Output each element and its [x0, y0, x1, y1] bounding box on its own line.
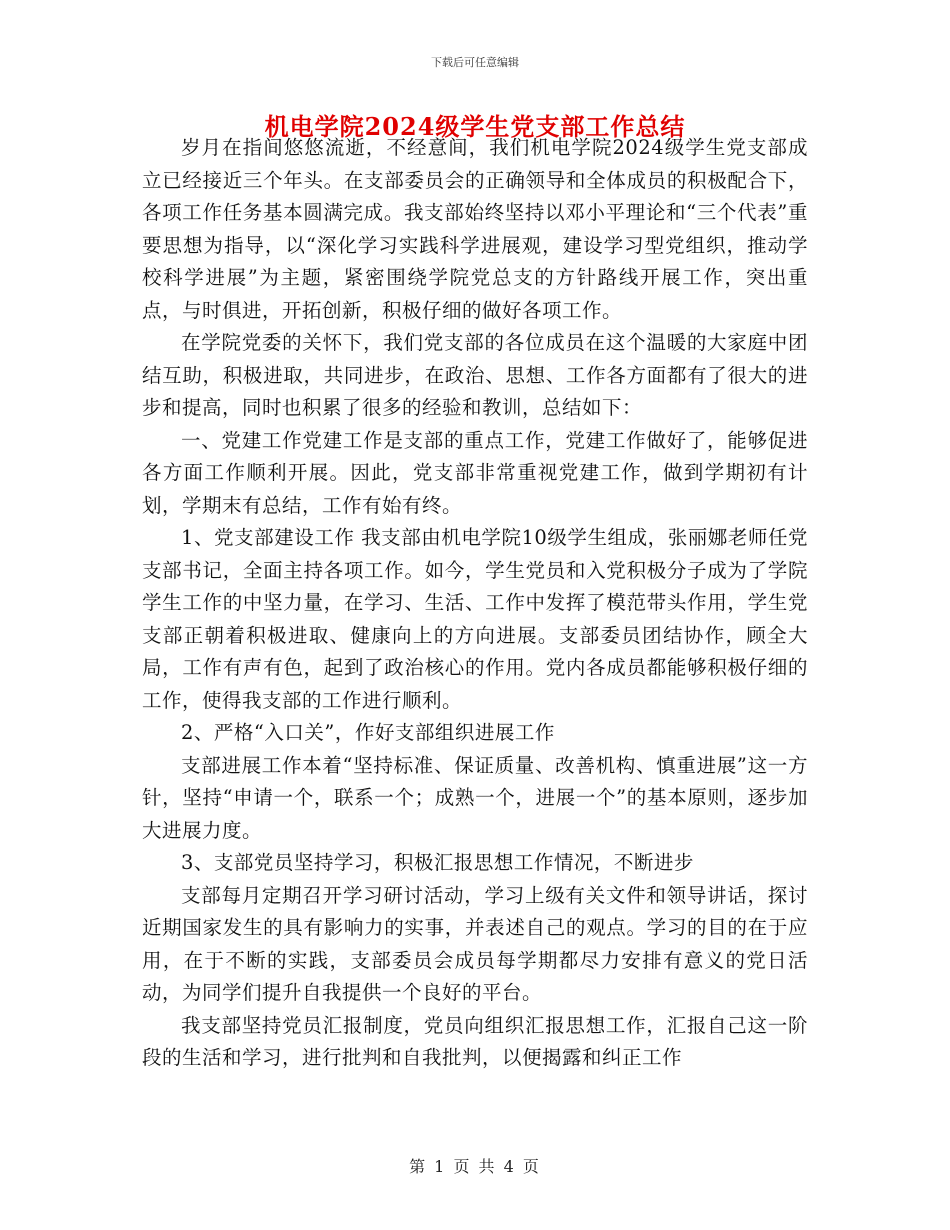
section-heading-entry-gate: 2、严格“入口关”，作好支部组织进展工作: [181, 721, 555, 744]
paragraph-reporting-system: 我支部坚持党员汇报制度，党员向组织汇报思想工作，汇报自己这一阶段的生活和学习，进行批判和自我批判，以便揭露和纠正工作: [142, 1013, 808, 1069]
section-heading-study: 3、支部党员坚持学习，积极汇报思想工作情况，不断进步: [181, 851, 694, 874]
paragraph-intro: 岁月在指间悠悠流逝，不经意间，我们机电学院2024级学生党支部成立已经接近三个年头。在支部委员会的正确领导和全体成员的积极配合下，各项工作任务基本圆满完成。我支部始终坚持以邓小平理论和“三个代表”重要思想为指导，以“深化学习实践科学进展观，建设学习型党组织，推动学校科学进展”为主题，紧密围绕学院党总支的方针路线开展工作，突出重点，与时俱进，开拓创新，积极仔细的做好各项工作。: [142, 136, 808, 322]
paragraph-party-building: 一、党建工作党建工作是支部的重点工作，党建工作做好了，能够促进各方面工作顺利开展。因此，党支部非常重视党建工作，做到学期初有计划，学期末有总结，工作有始有终。: [142, 428, 808, 517]
paragraph-monthly-study: 支部每月定期召开学习研讨活动，学习上级有关文件和领导讲话，探讨近期国家发生的具有影响力的实事，并表述自己的观点。学习的目的在于应用，在于不断的实践，支部委员会成员每学期都尽力安排有意义的党日活动，为同学们提升自我提供一个良好的平台。: [142, 883, 808, 1004]
paragraph-branch-construction: 1、党支部建设工作 我支部由机电学院10级学生组成，张丽娜老师任党支部书记，全面主持各项工作。如今，学生党员和入党积极分子成为了学院学生工作的中坚力量，在学习、生活、工作中发挥了模范带头作用，学生党支部正朝着积极进取、健康向上的方向进展。支部委员团结协作，顾全大局，工作有声有色，起到了政治核心的作用。党内各成员都能够积极仔细的工作，使得我支部的工作进行顺利。: [142, 526, 808, 712]
document-body: [142, 132, 808, 1075]
page-number-footer: 第 1 页 共 4 页: [409, 1157, 541, 1176]
header-note: 下载后可任意编辑: [431, 56, 519, 69]
document-title: 机电学院2024级学生党支部工作总结: [264, 112, 686, 141]
paragraph-summary-lead: 在学院党委的关怀下，我们党支部的各位成员在这个温暖的大家庭中团结互助，积极进取，共同进步，在政治、思想、工作各方面都有了很大的进步和提高，同时也积累了很多的经验和教训，总结如下：: [142, 331, 808, 419]
paragraph-development-policy: 支部进展工作本着“坚持标准、保证质量、改善机构、慎重进展”这一方针，坚持“申请一个，联系一个；成熟一个，进展一个”的基本原则，逐步加大进展力度。: [142, 753, 808, 842]
